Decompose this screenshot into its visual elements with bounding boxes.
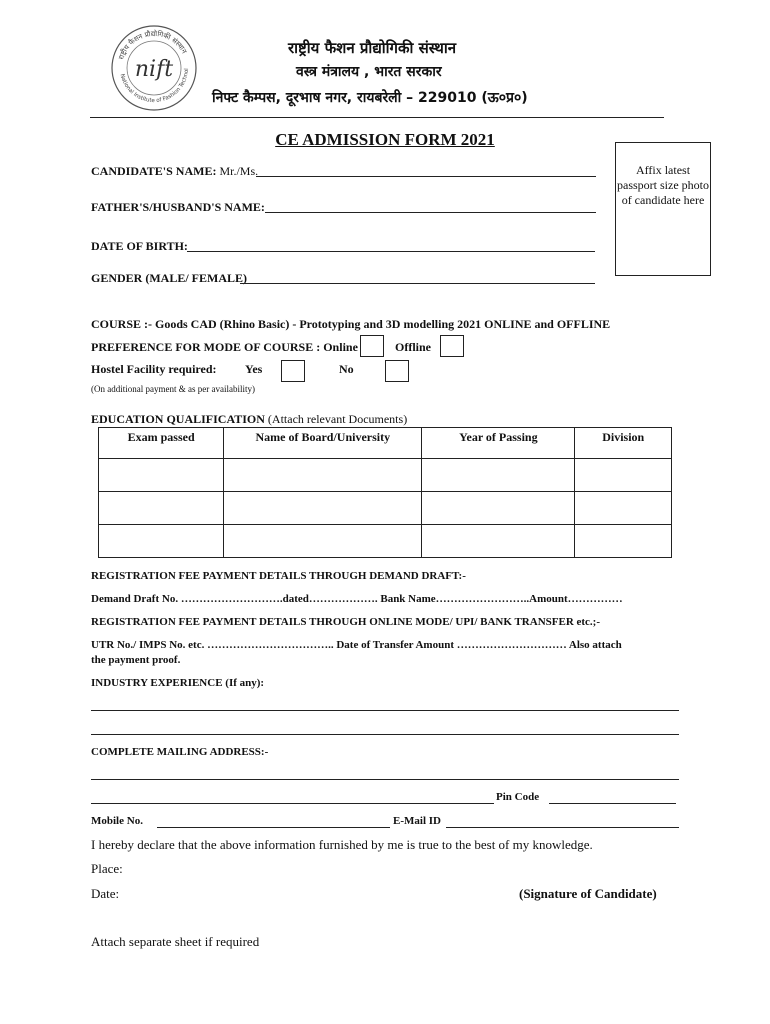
form-title: CE ADMISSION FORM 2021	[275, 130, 495, 149]
table-row	[99, 459, 672, 492]
attach-note: Attach separate sheet if required	[91, 934, 260, 949]
mobile-label: Mobile No.	[91, 815, 143, 827]
pin-code-field[interactable]	[549, 803, 676, 804]
candidate-name-row	[91, 164, 258, 179]
declaration-text: I hereby declare that the above information furnished by me is true to the best of my knowledge.	[91, 837, 593, 852]
table-cell[interactable]	[422, 459, 575, 492]
gender-field[interactable]	[240, 283, 595, 284]
signature-label: (Signature of Candidate)	[519, 886, 657, 901]
nift-logo	[110, 24, 198, 112]
hostel-no-label: No	[339, 362, 354, 376]
candidate-name-label: CANDIDATE'S NAME:	[91, 164, 217, 178]
table-cell[interactable]	[99, 492, 224, 525]
column-board-university: Name of Board/University	[224, 428, 422, 459]
table-row	[99, 492, 672, 525]
table-row	[99, 525, 672, 558]
mobile-field[interactable]	[157, 827, 390, 828]
mailing-address-label: COMPLETE MAILING ADDRESS:-	[91, 746, 269, 758]
dob-field[interactable]	[187, 251, 595, 252]
mode-online-checkbox[interactable]	[360, 335, 384, 357]
address-line-2[interactable]	[91, 803, 494, 804]
table-cell[interactable]	[575, 525, 672, 558]
utr-details[interactable]: UTR No./ IMPS No. etc. …………………………….. Date of Transfer Amount ………………………… Also attach	[91, 639, 622, 651]
logo-center-text: nift	[134, 57, 174, 82]
header-divider	[90, 117, 664, 118]
table-cell[interactable]	[575, 492, 672, 525]
candidate-name-prefix: Mr./Ms.	[219, 164, 259, 178]
industry-experience-label: INDUSTRY EXPERIENCE (If any):	[91, 677, 265, 689]
table-cell[interactable]	[224, 459, 422, 492]
father-name-label: FATHER'S/HUSBAND'S NAME:	[91, 200, 265, 214]
table-cell[interactable]	[224, 492, 422, 525]
online-payment-heading: REGISTRATION FEE PAYMENT DETAILS THROUGH ONLINE MODE/ UPI/ BANK TRANSFER etc.;-	[91, 616, 601, 628]
education-heading: EDUCATION QUALIFICATION	[91, 412, 265, 426]
header-ministry: वस्त्र मंत्रालय , भारत सरकार	[296, 64, 442, 80]
education-heading-row	[91, 412, 407, 427]
hostel-yes-label: Yes	[245, 362, 263, 376]
email-field[interactable]	[446, 827, 679, 828]
course-label: COURSE :- Goods CAD (Rhino Basic) - Prototyping and 3D modelling 2021 ONLINE and OFFLINE	[91, 317, 611, 331]
table-cell[interactable]	[99, 459, 224, 492]
dd-details[interactable]: Demand Draft No. ……………………….dated………………. Bank Name……………………..Amount……………	[91, 593, 623, 605]
column-year-of-passing: Year of Passing	[422, 428, 575, 459]
mode-offline-label: Offline	[395, 340, 431, 354]
education-table	[98, 427, 672, 558]
column-exam-passed: Exam passed	[99, 428, 224, 459]
header-institute-name: राष्ट्रीय फैशन प्रौद्योगिकी संस्थान	[288, 39, 457, 57]
table-cell[interactable]	[422, 525, 575, 558]
table-cell[interactable]	[575, 459, 672, 492]
address-line-1[interactable]	[91, 779, 679, 780]
industry-experience-line-2[interactable]	[91, 734, 679, 735]
pin-code-label: Pin Code	[496, 791, 540, 803]
column-division: Division	[575, 428, 672, 459]
candidate-name-field[interactable]	[256, 176, 596, 177]
mode-preference-label: PREFERENCE FOR MODE OF COURSE : Online	[91, 340, 358, 354]
logo-ring-top-text: राष्ट्रीय फैशन प्रौद्योगिकी संस्थान	[117, 29, 189, 61]
dob-label: DATE OF BIRTH:	[91, 239, 188, 253]
utr-details-continued: the payment proof.	[91, 654, 181, 666]
dd-heading: REGISTRATION FEE PAYMENT DETAILS THROUGH DEMAND DRAFT:-	[91, 570, 466, 582]
date-label: Date:	[91, 886, 120, 901]
gender-label: GENDER (MALE/ FEMALE)	[91, 271, 247, 285]
table-cell[interactable]	[99, 525, 224, 558]
hostel-no-checkbox[interactable]	[385, 360, 409, 382]
father-name-field[interactable]	[265, 212, 596, 213]
hostel-note: (On additional payment & as per availability)	[91, 384, 255, 394]
hostel-yes-checkbox[interactable]	[281, 360, 305, 382]
hostel-label: Hostel Facility required:	[91, 362, 217, 376]
mode-offline-checkbox[interactable]	[440, 335, 464, 357]
photo-box[interactable]: Affix latest passport size photo of candidate here	[615, 142, 711, 276]
header-address: निफ्ट कैम्पस, दूरभाष नगर, रायबरेली – 229010 (ऊ०प्र०)	[212, 90, 528, 106]
education-header-row	[99, 428, 672, 459]
logo-ring-bottom-text: National Institute of Fashion Technol	[118, 68, 191, 105]
industry-experience-line-1[interactable]	[91, 710, 679, 711]
education-heading-note: (Attach relevant Documents)	[267, 412, 408, 426]
email-label: E-Mail ID	[393, 815, 441, 827]
table-cell[interactable]	[224, 525, 422, 558]
place-label: Place:	[91, 861, 123, 876]
table-cell[interactable]	[422, 492, 575, 525]
